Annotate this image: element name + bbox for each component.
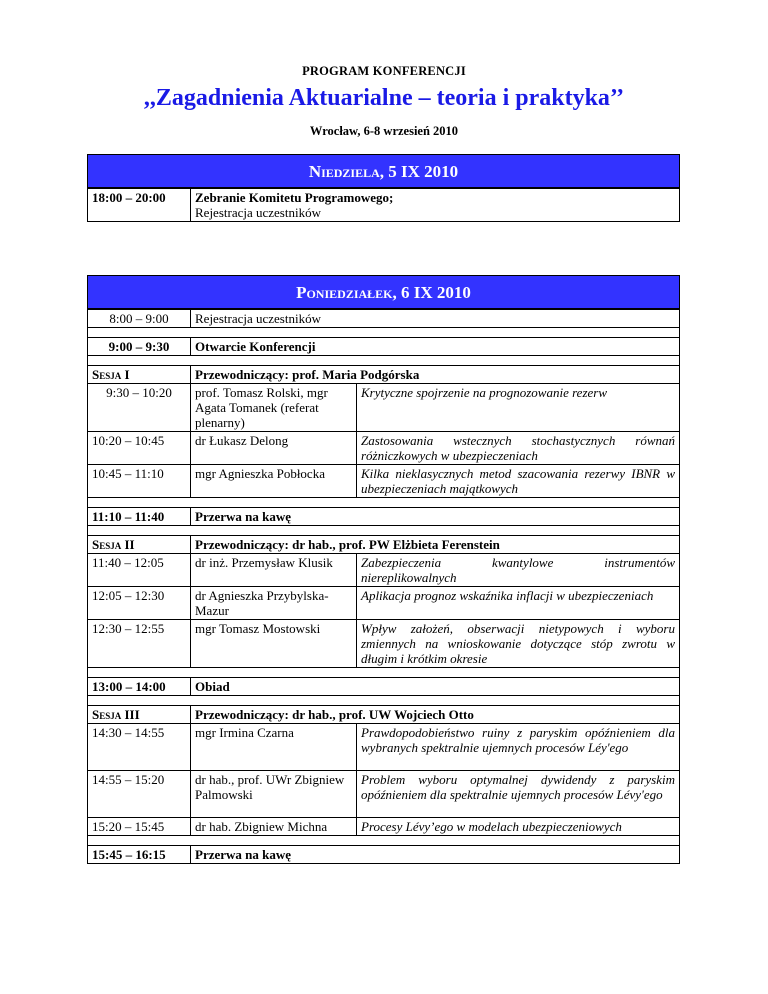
time-cell: 11:40 – 12:05 xyxy=(88,554,191,587)
table-row xyxy=(88,771,680,818)
event-cell: Rejestracja uczestników xyxy=(191,310,680,328)
talk-title-cell: Kilka nieklasycznych metod szacowania rezerwy IBNR w ubezpieczeniach majątkowych xyxy=(357,465,680,498)
session-label: Sesja I xyxy=(88,366,191,384)
day-sunday xyxy=(87,154,680,222)
table-row xyxy=(88,384,680,432)
table-row xyxy=(88,310,680,328)
spacer-row xyxy=(88,668,680,678)
time-cell: 14:55 – 15:20 xyxy=(88,771,191,818)
spacer-row xyxy=(88,356,680,366)
speaker-cell: dr Agnieszka Przybylska-Mazur xyxy=(191,587,357,620)
monday-table xyxy=(87,309,680,864)
speaker-cell: mgr Agnieszka Pobłocka xyxy=(191,465,357,498)
time-cell: 8:00 – 9:00 xyxy=(88,310,191,328)
time-cell: 18:00 – 20:00 xyxy=(88,189,191,222)
program-label: PROGRAM KONFERENCJI xyxy=(302,64,466,78)
time-cell: 15:20 – 15:45 xyxy=(88,818,191,836)
speaker-cell: dr inż. Przemysław Klusik xyxy=(191,554,357,587)
session-chair: Przewodniczący: dr hab., prof. PW Elżbieta Ferenstein xyxy=(191,536,680,554)
session-chair: Przewodniczący: dr hab., prof. UW Wojciech Otto xyxy=(191,706,680,724)
table-row xyxy=(88,508,680,526)
sunday-table xyxy=(87,188,680,222)
spacer-row xyxy=(88,526,680,536)
time-cell: 9:30 – 10:20 xyxy=(88,384,191,432)
time-cell: 15:45 – 16:15 xyxy=(88,846,191,864)
session-label: Sesja III xyxy=(88,706,191,724)
talk-title-cell: Aplikacja prognoz wskaźnika inflacji w ubezpieczeniach xyxy=(357,587,680,620)
table-row xyxy=(88,818,680,836)
time-cell: 14:30 – 14:55 xyxy=(88,724,191,771)
table-row xyxy=(88,678,680,696)
time-cell: 13:00 – 14:00 xyxy=(88,678,191,696)
event-line: Rejestracja uczestników xyxy=(195,205,321,220)
spacer-row xyxy=(88,498,680,508)
table-row xyxy=(88,432,680,465)
time-cell: 12:05 – 12:30 xyxy=(88,587,191,620)
event-cell: Przerwa na kawę xyxy=(191,508,680,526)
speaker-cell: mgr Irmina Czarna xyxy=(191,724,357,771)
event-cell: Obiad xyxy=(191,678,680,696)
talk-title-cell: Zabezpieczenia kwantylowe instrumentów niereplikowalnych xyxy=(357,554,680,587)
table-row xyxy=(88,587,680,620)
day-banner-monday: Poniedziałek, 6 IX 2010 xyxy=(87,275,680,309)
table-row xyxy=(88,724,680,771)
table-row xyxy=(88,846,680,864)
spacer-row xyxy=(88,696,680,706)
speaker-cell: dr hab., prof. UWr Zbigniew Palmowski xyxy=(191,771,357,818)
spacer-row xyxy=(88,836,680,846)
session-chair: Przewodniczący: prof. Maria Podgórska xyxy=(191,366,680,384)
time-cell: 12:30 – 12:55 xyxy=(88,620,191,668)
event-cell: Przerwa na kawę xyxy=(191,846,680,864)
talk-title-cell: Prawdopodobieństwo ruiny z paryskim opóźnieniem dla wybranych spektralnie ujemnych procesów Léy'ego xyxy=(357,724,680,771)
table-row xyxy=(88,189,680,222)
session-label: Sesja II xyxy=(88,536,191,554)
table-row xyxy=(88,620,680,668)
session-header-row xyxy=(88,536,680,554)
conference-place-date: Wrocław, 6-8 wrzesień 2010 xyxy=(309,124,459,138)
talk-title-cell: Wpływ założeń, obserwacji nietypowych i wyboru zmiennych na wnioskowanie dotyczące stóp zwrotu w długim i krótkim okresie xyxy=(357,620,680,668)
talk-title-cell: Zastosowania wstecznych stochastycznych równań różniczkowych w ubezpieczeniach xyxy=(357,432,680,465)
talk-title-cell: Krytyczne spojrzenie na prognozowanie rezerw xyxy=(357,384,680,432)
time-cell: 9:00 – 9:30 xyxy=(88,338,191,356)
conference-title: ,,Zagadnienia Aktuarialne – teoria i praktyka’’ xyxy=(143,85,625,111)
day-banner-sunday: Niedziela, 5 IX 2010 xyxy=(87,154,680,188)
talk-title-cell: Procesy Lévy’ego w modelach ubezpieczeniowych xyxy=(357,818,680,836)
speaker-cell: dr hab. Zbigniew Michna xyxy=(191,818,357,836)
speaker-cell: mgr Tomasz Mostowski xyxy=(191,620,357,668)
spacer-row xyxy=(88,328,680,338)
time-cell: 11:10 – 11:40 xyxy=(88,508,191,526)
event-cell: Otwarcie Konferencji xyxy=(191,338,680,356)
time-cell: 10:45 – 11:10 xyxy=(88,465,191,498)
table-row xyxy=(88,338,680,356)
event-line: Zebranie Komitetu Programowego; xyxy=(195,190,394,205)
day-monday xyxy=(87,275,680,864)
header xyxy=(0,64,768,139)
session-header-row xyxy=(88,706,680,724)
speaker-cell: dr Łukasz Delong xyxy=(191,432,357,465)
session-header-row xyxy=(88,366,680,384)
table-row xyxy=(88,554,680,587)
time-cell: 10:20 – 10:45 xyxy=(88,432,191,465)
speaker-cell: prof. Tomasz Rolski, mgr Agata Tomanek (referat plenarny) xyxy=(191,384,357,432)
table-row xyxy=(88,465,680,498)
talk-title-cell: Problem wyboru optymalnej dywidendy z paryskim opóźnieniem dla spektralnie ujemnych procesów Lévy'ego xyxy=(357,771,680,818)
event-cell xyxy=(191,189,680,222)
